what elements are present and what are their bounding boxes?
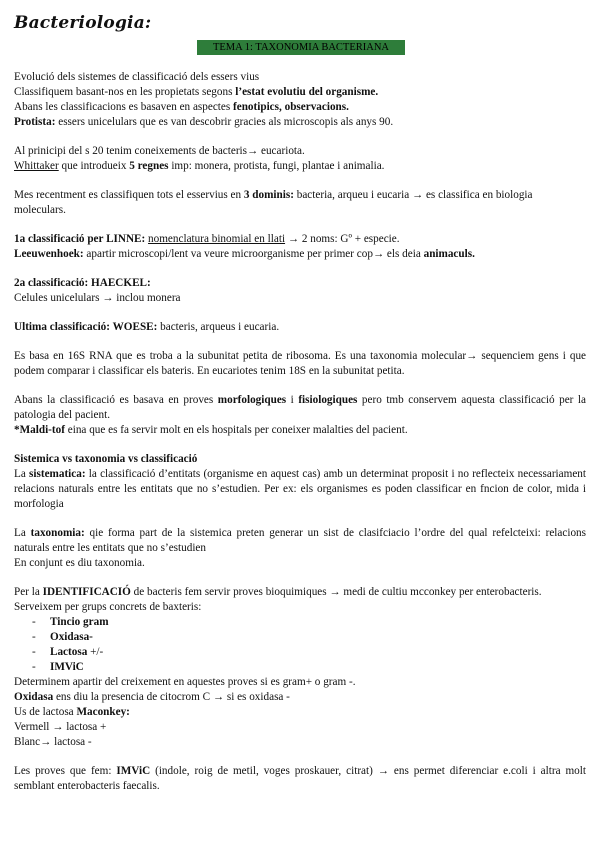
intro-line-2: Classifiquem basant-nos en les propietats segons l’estat evolutiu del organisme. [14, 86, 379, 98]
leeuwenhoek-line: Leeuwenhoek: apartir microscopi/lent va veure microorganisme per primer cop→ els deia animaculs. [14, 248, 475, 260]
intro-line-3: Abans les classificacions es basaven en aspectes fenotipics, observacions. [14, 101, 349, 113]
tests-list [14, 615, 586, 675]
identificacio-line: Per la IDENTIFICACIÓ de bacteris fem servir proves bioquimiques → medi de cultiu mcconkey per enterobacteris. [14, 586, 542, 598]
page-heading: Bacteriologia: [14, 13, 152, 33]
groups-line: Serveixem per grups concrets de baxteris: [14, 601, 202, 613]
notes-body [14, 70, 586, 794]
list-item: - Tincio gram [32, 615, 586, 630]
taxonomia-line: En conjunt es diu taxonomia. [14, 557, 145, 569]
maldi-line: *Maldi-tof eina que es fa servir molt en els hospitals per coneixer malalties del pacient. [14, 424, 408, 436]
sistematica-paragraph: La sistematica: la classificació d’entitats (organisme en aquest cas) amb un determinat proposit i no reflecteix necessariament relacions naturals entre les entitats que no s’estudien. Per ex: els organismes es poden classificar en fncion de color, mida i morfologia [14, 468, 586, 510]
intro-line-4: Protista: essers unicelulars que es van descobrir gracies als microscopis als anys 90. [14, 116, 394, 128]
list-item: - IMViC [32, 660, 586, 675]
recent-paragraph: Mes recentment es classifiquen tots el esservius en 3 dominis: bacteria, arqueu i eucaria → es classifica en biologia moleculars. [14, 189, 533, 216]
topic-banner: TEMA 1: TAXONOMIA BACTERIANA [197, 40, 405, 55]
proves-paragraph: Abans la classificació es basava en proves morfologiques i fisiologiques pero tmb conservem aquesta classificació per la patologia del pacient. [14, 394, 587, 421]
list-item: - Oxidasa- [32, 630, 586, 645]
principle-line-1: Al prinicipi del s 20 tenim coneixements de bacteris→ eucariota. [14, 145, 305, 157]
oxidasa-line: Oxidasa ens diu la presencia de citocrom C → si es oxidasa - [14, 691, 290, 703]
sistematica-title: Sistemica vs taxonomia vs classificació [14, 453, 198, 465]
blanc-line: Blanc→ lactosa - [14, 736, 92, 748]
vermell-line: Vermell → lactosa + [14, 721, 107, 733]
haeckel-title: 2a classificació: HAECKEL: [14, 277, 151, 289]
rna-paragraph: Es basa en 16S RNA que es troba a la subunitat petita de ribosoma. Es una taxonomia molecular→ sequenciem gens i que podem comparar i classificar els bateris. En eucariotes tenim 18S en la subunitat petita. [14, 350, 586, 377]
imvic-paragraph: Les proves que fem: IMViC (indole, roig de metil, voges proskauer, citrat) → ens permet diferenciar e.coli i altra molt semblant enterobacteris faecalis. [14, 765, 586, 792]
linne-line: 1a classificació per LINNE: nomenclatura binomial en llati → 2 noms: Gº + especie. [14, 233, 400, 245]
intro-line-1: Evolució dels sistemes de classificació dels essers vius [14, 71, 260, 83]
list-item: - Lactosa +/- [32, 645, 586, 660]
taxonomia-paragraph: La taxonomia: qie forma part de la sistemica preten generar un sist de clasifciacio l’ordre del qual refelcteixi: relacions naturals entre les entitats que no s’estudien [14, 527, 586, 554]
determine-line: Determinem apartir del creixement en aquestes proves si es gram+ o gram -. [14, 676, 356, 688]
lactosa-line: Us de lactosa Maconkey: [14, 706, 130, 718]
haeckel-line: Celules unicelulars → inclou monera [14, 292, 181, 304]
woese-line: Ultima classificació: WOESE: bacteris, arqueus i eucaria. [14, 321, 280, 333]
principle-line-2: Whittaker que introdueix 5 regnes imp: monera, protista, fungi, plantae i animalia. [14, 160, 385, 172]
